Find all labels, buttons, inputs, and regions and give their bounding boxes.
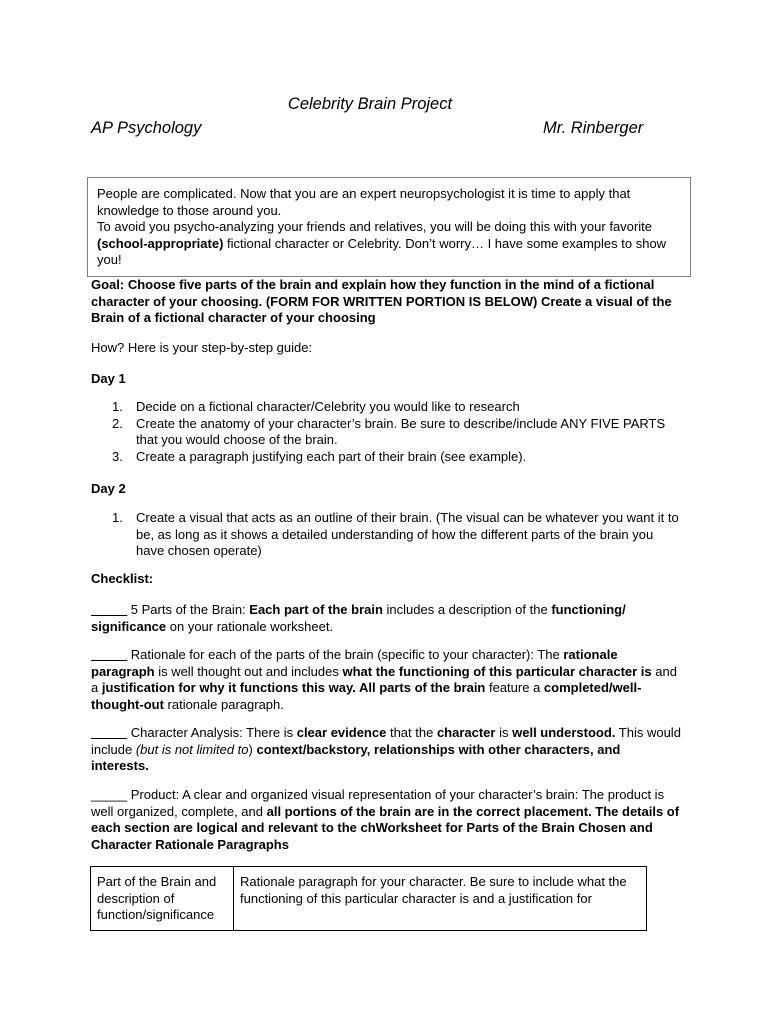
intro-line-2: To avoid you psycho-analyzing your friends and relatives, you will be doing this with your favorite (school-appropriate) fictional character or Celebrity. Don’t worry… I have some examples to show you! — [97, 219, 667, 267]
checklist-item-rationale: _____ Rationale for each of the parts of the brain (specific to your character): The rationale paragraph is well thought out and includes what the functioning of this particular character is and a justification for why it functions this way. All parts of the brain feature a completed/well-thought-out rationale paragraph. — [91, 647, 677, 712]
day2-steps — [91, 510, 681, 560]
page-title: Celebrity Brain Project — [287, 95, 453, 113]
list-item: 3. Create a paragraph justifying each part of their brain (see example). — [112, 448, 527, 464]
how-text: How? Here is your step-by-step guide: — [91, 340, 313, 355]
day1-steps — [91, 399, 681, 465]
checkbox-blank: _____ — [91, 602, 128, 617]
intro-line-1: People are complicated. Now that you are an expert neuropsychologist it is time to apply that knowledge to those around you. — [97, 186, 631, 218]
list-item: 2. Create the anatomy of your character’s brain. Be sure to describe/include ANY FIVE PARTS that you would choose of the brain. — [112, 415, 666, 447]
checklist-heading: Checklist: — [91, 571, 154, 586]
list-item: 1. Create a visual that acts as an outline of their brain. (The visual can be whatever you want it to be, as long as it shows a detailed understanding of how the different parts of the brain you have chosen operate) — [112, 510, 679, 558]
how-paragraph — [91, 340, 681, 357]
table-header-part: Part of the Brain and description of function/significance — [91, 867, 234, 930]
checkbox-blank: _____ — [91, 725, 128, 740]
intro-box — [87, 177, 691, 277]
rationale-table — [90, 866, 647, 931]
day2-heading: Day 2 — [91, 481, 126, 496]
goal-paragraph — [91, 277, 681, 327]
goal-text: Goal: Choose five parts of the brain and explain how they function in the mind of a fictional character of your choosing. (FORM FOR WRITTEN PORTION IS BELOW) Create a visual of the Brain of a fictional character of your choosing — [91, 277, 672, 325]
checklist-item-parts: _____ 5 Parts of the Brain: Each part of the brain includes a description of the functioning/ significance on your rationale worksheet. — [91, 602, 626, 634]
checkbox-blank: _____ — [91, 647, 128, 662]
day1-heading: Day 1 — [91, 371, 126, 386]
checkbox-blank: _____ — [91, 787, 128, 802]
course-name: AP Psychology — [91, 119, 202, 137]
list-item: 1. Decide on a fictional character/Celebrity you would like to research — [112, 399, 520, 414]
table-header-rationale: Rationale paragraph for your character. Be sure to include what the functioning of this particular character is and a justification for — [240, 874, 627, 906]
teacher-name: Mr. Rinberger — [543, 119, 644, 137]
checklist-item-product: _____ Product: A clear and organized visual representation of your character’s brain: The product is well organized, complete, and all portions of the brain are in the correct placement. The details of each section are logical and relevant to the chWorksheet for Parts of the Brain Chosen and Character Rationale Paragraphs — [91, 787, 680, 852]
checklist-item-character: _____ Character Analysis: There is clear evidence that the character is well understood. This would include (but is not limited to) context/backstory, relationships with other characters, and interests. — [91, 725, 681, 773]
